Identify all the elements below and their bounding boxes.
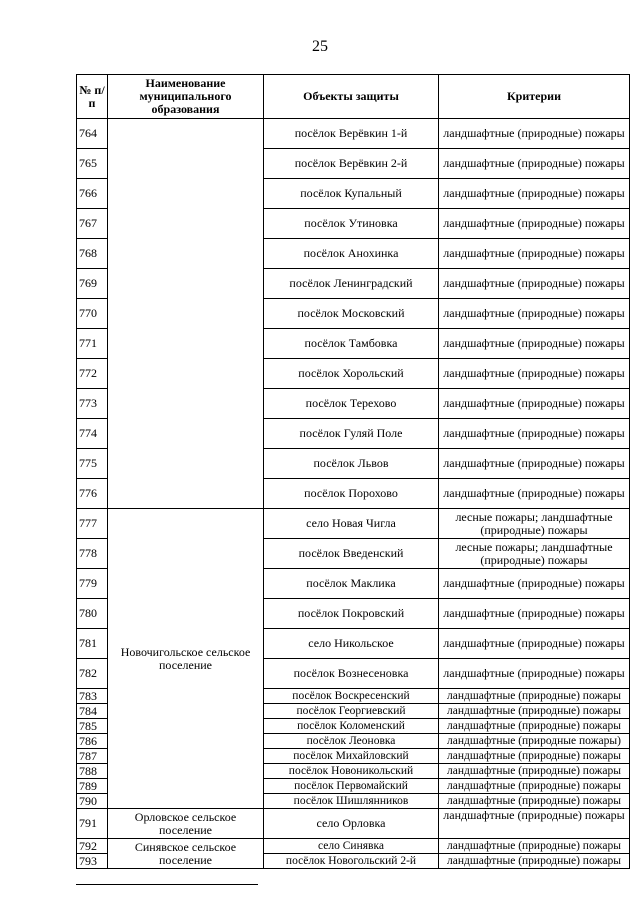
row-number: 767 — [77, 209, 108, 239]
header-municipality: Наименование муниципального образования — [108, 75, 264, 119]
criteria-cell: ландшафтные (природные) пожары — [439, 239, 630, 269]
criteria-cell: лесные пожары; ландшафтные (природные) пожары — [439, 539, 630, 569]
municipality-cell — [108, 119, 264, 509]
row-number: 771 — [77, 329, 108, 359]
protection-object: посёлок Гуляй Поле — [264, 419, 439, 449]
protection-object: посёлок Порохово — [264, 479, 439, 509]
row-number: 784 — [77, 704, 108, 719]
table-row — [77, 509, 630, 539]
row-number: 782 — [77, 659, 108, 689]
criteria-cell: ландшафтные (природные) пожары — [439, 419, 630, 449]
criteria-cell: ландшафтные (природные) пожары — [439, 704, 630, 719]
criteria-cell: лесные пожары; ландшафтные (природные) пожары — [439, 509, 630, 539]
protection-object: посёлок Леоновка — [264, 734, 439, 749]
protection-object: посёлок Введенский — [264, 539, 439, 569]
table-row — [77, 119, 630, 149]
criteria-cell: ландшафтные (природные) пожары — [439, 854, 630, 869]
protection-object: посёлок Тамбовка — [264, 329, 439, 359]
table-header-row — [77, 75, 630, 119]
criteria-cell: ландшафтные (природные) пожары — [439, 149, 630, 179]
row-number: 779 — [77, 569, 108, 599]
table-row — [77, 809, 630, 839]
criteria-cell: ландшафтные (природные) пожары — [439, 749, 630, 764]
row-number: 775 — [77, 449, 108, 479]
criteria-cell: ландшафтные (природные) пожары — [439, 359, 630, 389]
row-number: 786 — [77, 734, 108, 749]
criteria-cell: ландшафтные (природные) пожары — [439, 479, 630, 509]
criteria-cell: ландшафтные (природные) пожары — [439, 779, 630, 794]
municipality-cell: Орловское сельское поселение — [108, 809, 264, 839]
row-number: 787 — [77, 749, 108, 764]
criteria-cell: ландшафтные (природные) пожары — [439, 269, 630, 299]
row-number: 766 — [77, 179, 108, 209]
criteria-cell: ландшафтные (природные) пожары — [439, 449, 630, 479]
row-number: 773 — [77, 389, 108, 419]
protection-object: посёлок Шишлянников — [264, 794, 439, 809]
protection-object: посёлок Купальный — [264, 179, 439, 209]
protection-object: село Орловка — [264, 809, 439, 839]
row-number: 789 — [77, 779, 108, 794]
criteria-cell: ландшафтные (природные) пожары — [439, 659, 630, 689]
row-number: 791 — [77, 809, 108, 839]
header-num: № п/ п — [77, 75, 108, 119]
protection-object: посёлок Московский — [264, 299, 439, 329]
protection-object: посёлок Львов — [264, 449, 439, 479]
criteria-cell: ландшафтные (природные) пожары — [439, 809, 630, 839]
protection-object: посёлок Михайловский — [264, 749, 439, 764]
criteria-cell: ландшафтные (природные) пожары — [439, 839, 630, 854]
criteria-cell: ландшафтные (природные) пожары — [439, 299, 630, 329]
protection-object: посёлок Новоникольский — [264, 764, 439, 779]
protection-object: посёлок Георгиевский — [264, 704, 439, 719]
criteria-cell: ландшафтные (природные) пожары — [439, 599, 630, 629]
footnote-divider — [76, 884, 258, 885]
row-number: 776 — [77, 479, 108, 509]
row-number: 788 — [77, 764, 108, 779]
row-number: 774 — [77, 419, 108, 449]
row-number: 778 — [77, 539, 108, 569]
row-number: 764 — [77, 119, 108, 149]
row-number: 793 — [77, 854, 108, 869]
criteria-cell: ландшафтные (природные) пожары — [439, 209, 630, 239]
protection-object: посёлок Первомайский — [264, 779, 439, 794]
row-number: 769 — [77, 269, 108, 299]
criteria-cell: ландшафтные (природные) пожары — [439, 329, 630, 359]
row-number: 765 — [77, 149, 108, 179]
protection-object: посёлок Воскресенский — [264, 689, 439, 704]
protection-object: посёлок Верёвкин 1-й — [264, 119, 439, 149]
criteria-cell: ландшафтные (природные) пожары — [439, 179, 630, 209]
protection-objects-table — [76, 74, 630, 869]
row-number: 770 — [77, 299, 108, 329]
protection-object: посёлок Верёвкин 2-й — [264, 149, 439, 179]
row-number: 768 — [77, 239, 108, 269]
criteria-cell: ландшафтные (природные) пожары — [439, 764, 630, 779]
protection-object: посёлок Утиновка — [264, 209, 439, 239]
protection-object: посёлок Новогольский 2-й — [264, 854, 439, 869]
criteria-cell: ландшафтные (природные) пожары — [439, 794, 630, 809]
row-number: 780 — [77, 599, 108, 629]
protection-object: село Никольское — [264, 629, 439, 659]
row-number: 777 — [77, 509, 108, 539]
protection-object: посёлок Ленинградский — [264, 269, 439, 299]
criteria-cell: ландшафтные (природные) пожары — [439, 629, 630, 659]
criteria-cell: ландшафтные (природные) пожары — [439, 389, 630, 419]
row-number: 790 — [77, 794, 108, 809]
row-number: 772 — [77, 359, 108, 389]
criteria-cell: ландшафтные (природные пожары) — [439, 734, 630, 749]
protection-object: посёлок Терехово — [264, 389, 439, 419]
municipality-cell: Синявское сельское поселение — [108, 839, 264, 869]
row-number: 785 — [77, 719, 108, 734]
protection-object: посёлок Покровский — [264, 599, 439, 629]
row-number: 792 — [77, 839, 108, 854]
header-criteria: Критерии — [439, 75, 630, 119]
protection-object: посёлок Вознесеновка — [264, 659, 439, 689]
criteria-cell: ландшафтные (природные) пожары — [439, 719, 630, 734]
page-number: 25 — [312, 38, 328, 55]
header-objects: Объекты защиты — [264, 75, 439, 119]
municipality-cell: Новочигольское сельское поселение — [108, 509, 264, 809]
table-row — [77, 839, 630, 854]
criteria-cell: ландшафтные (природные) пожары — [439, 119, 630, 149]
criteria-cell: ландшафтные (природные) пожары — [439, 569, 630, 599]
row-number: 783 — [77, 689, 108, 704]
row-number: 781 — [77, 629, 108, 659]
criteria-cell: ландшафтные (природные) пожары — [439, 689, 630, 704]
protection-object: село Синявка — [264, 839, 439, 854]
protection-object: посёлок Хорольский — [264, 359, 439, 389]
protection-object: посёлок Маклика — [264, 569, 439, 599]
protection-object: посёлок Коломенский — [264, 719, 439, 734]
protection-object: село Новая Чигла — [264, 509, 439, 539]
protection-object: посёлок Анохинка — [264, 239, 439, 269]
